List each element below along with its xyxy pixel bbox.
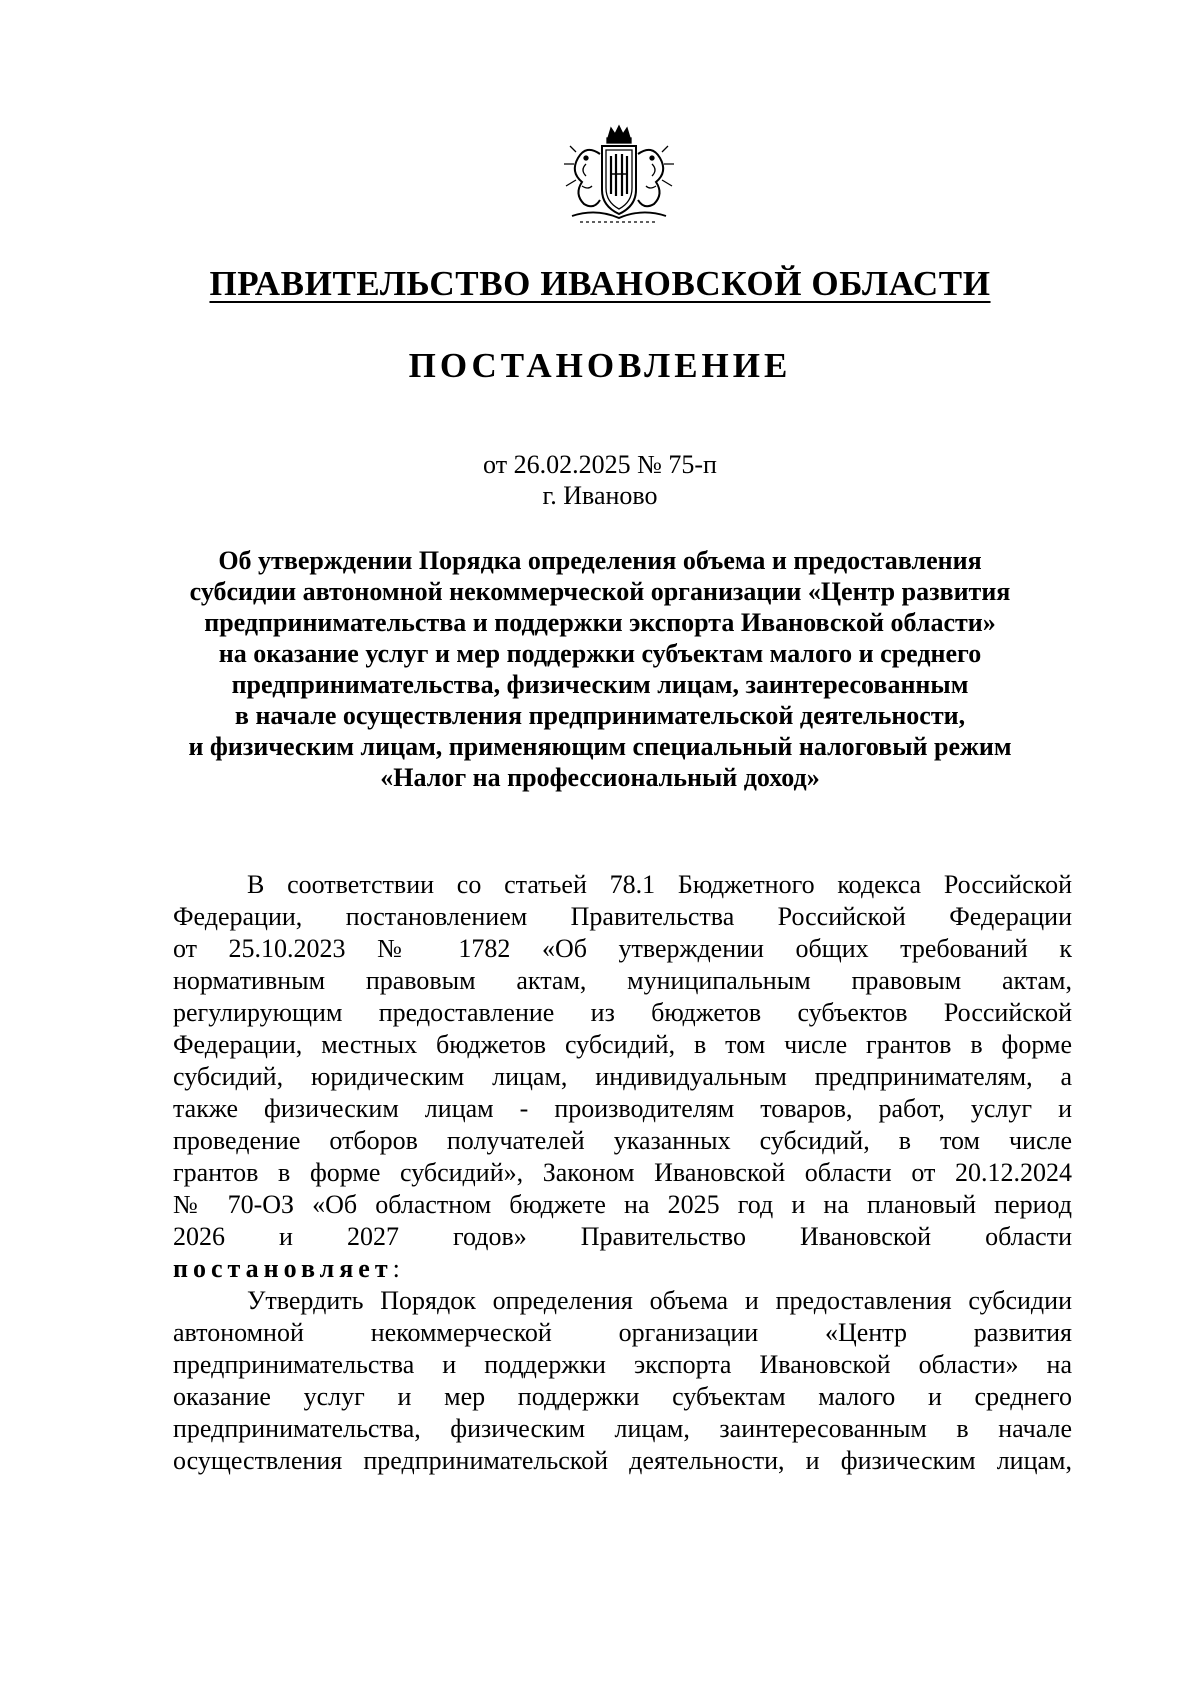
decree-colon: : [392, 1254, 400, 1283]
document-meta [0, 449, 1200, 511]
resolution-line: предпринимательства и поддержки экспорта Ивановской области» на [173, 1350, 1072, 1379]
document-type-title: ПОСТАНОВЛЕНИЕ [408, 346, 792, 385]
resolution-line: предпринимательства, физическим лицам, заинтересованным в начале [173, 1414, 1072, 1443]
body-line: от 25.10.2023 № 1782 «Об утверждении общих требований к [173, 934, 1072, 963]
body-line: В соответствии со статьей 78.1 Бюджетного кодекса Российской [247, 870, 1072, 899]
decree-word: постановляет [173, 1254, 393, 1283]
body-line: Федерации, местных бюджетов субсидий, в том числе грантов в форме [173, 1030, 1072, 1059]
body-line: проведение отборов получателей указанных субсидий, в том числе [173, 1126, 1072, 1155]
decree-line [173, 1253, 1072, 1285]
body-line: регулирующим предоставление из бюджетов субъектов Российской [173, 998, 1072, 1027]
date-and-number: от 26.02.2025 № 75-п [483, 450, 717, 479]
body-line: грантов в форме субсидий», Законом Ивановской области от 20.12.2024 [173, 1158, 1072, 1187]
coat-of-arms-emblem [556, 124, 682, 228]
subject-line: и физическим лицам, применяющим специальный налоговый режим [188, 732, 1012, 761]
document-body [173, 869, 1072, 1477]
subject-line: на оказание услуг и мер поддержки субъектам малого и среднего [218, 639, 982, 668]
resolution-line: оказание услуг и мер поддержки субъектам малого и среднего [173, 1382, 1072, 1411]
resolution-line: автономной некоммерческой организации «Центр развития [173, 1318, 1072, 1347]
subject-line: в начале осуществления предпринимательской деятельности, [234, 701, 966, 730]
body-line: № 70-ОЗ «Об областном бюджете на 2025 год и на плановый период [173, 1190, 1072, 1219]
subject-line: «Налог на профессиональный доход» [380, 763, 820, 792]
resolution-line: осуществления предпринимательской деятельности, и физическим лицам, [173, 1446, 1072, 1475]
city: г. Иваново [542, 481, 658, 510]
body-line: нормативным правовым актам, муниципальным правовым актам, [173, 966, 1072, 995]
body-line: субсидий, юридическим лицам, индивидуальным предпринимателям, а [173, 1062, 1072, 1091]
subject-line: предпринимательства и поддержки экспорта Ивановской области» [204, 608, 996, 637]
subject-line: предпринимательства, физическим лицам, заинтересованным [231, 670, 969, 699]
government-title-text: ПРАВИТЕЛЬСТВО ИВАНОВСКОЙ ОБЛАСТИ [209, 264, 991, 303]
government-title [0, 262, 1200, 306]
body-line: 2026 и 2027 годов» Правительство Ивановской области [173, 1222, 1072, 1251]
subject-line: Об утверждении Порядка определения объема и предоставления [218, 546, 982, 575]
subject-line: субсидии автономной некоммерческой организации «Центр развития [189, 577, 1011, 606]
body-line: Федерации, постановлением Правительства Российской Федерации [173, 902, 1072, 931]
document-subject [150, 545, 1050, 793]
resolution-line: Утвердить Порядок определения объема и предоставления субсидии [247, 1286, 1072, 1315]
body-line: также физическим лицам - производителям товаров, работ, услуг и [173, 1094, 1072, 1123]
